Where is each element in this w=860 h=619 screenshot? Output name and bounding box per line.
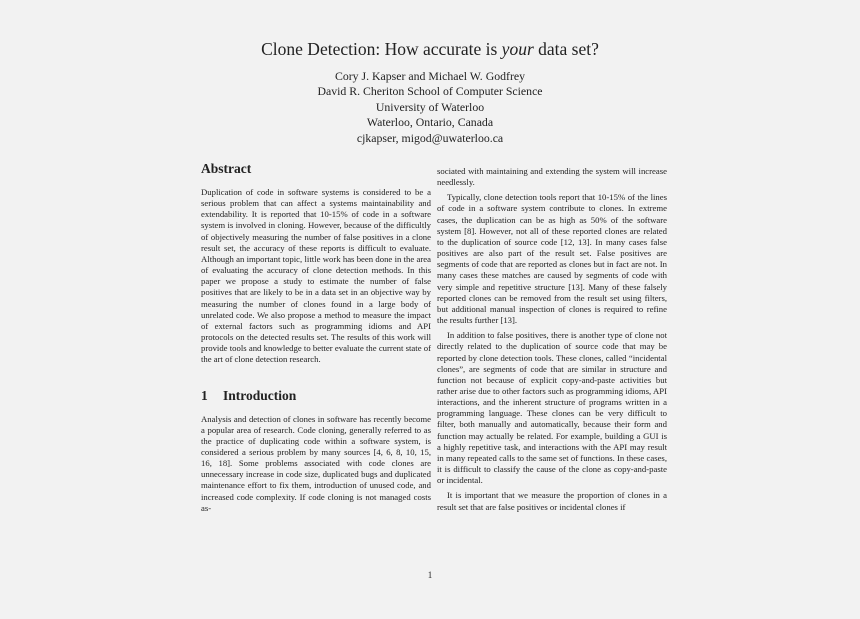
- author-university: University of Waterloo: [375, 99, 485, 114]
- introduction-paragraph-4: It is important that we measure the proportion of clones in a result set that are false positives or incidental clones if: [437, 490, 667, 512]
- introduction-heading: [201, 387, 431, 404]
- title-emphasis: your: [501, 39, 534, 59]
- paragraph-continuation: sociated with maintaining and extending the system will increase needlessly.: [437, 166, 667, 188]
- author-location: Waterloo, Ontario, Canada: [366, 115, 494, 130]
- section-number: 1: [201, 387, 208, 403]
- introduction-paragraph-3: In addition to false positives, there is another type of clone not directly related to the duplication of source code that may be reported by clone detection tools. These clones, called “incidental clones”, are segments of code that are similar in structure and function not because of explicit copy-and-paste activities but rather arise due to other factors such as programming idioms, API interactions, and the inherent structure of programs written in a programming language. These clones can be very difficult to filter, both manually and automatically, because their form and function may actually be related. For example, building a GUI is a highly repetitive task, and interactions with the API may result in many repeated calls to the same set of functions. In these cases, it is difficult to classify the cause of the clone as copy-and-paste or incidental.: [437, 330, 667, 486]
- paper-title: [0, 38, 860, 60]
- abstract-heading: Abstract: [201, 161, 252, 176]
- author-email: cjkapser, migod@uwaterloo.ca: [356, 130, 504, 145]
- abstract-text: Duplication of code in software systems is considered to be a serious problem that can affect a systems maintainability and extendability. It is reported that 10-15% of code in a software system is involved in cloning. However, because of the difficultly of objectively measuring the number of false positives in a clone result set, the accuracy of these reports is difficult to evaluate. Although an important topic, little work has been done in the area of evaluating the accuracy of clone detection methods. In this paper we propose a study to estimate the number of false positives that are likely to be in a data set in an objective way by measuring the number of clones found in a large body of unrelated code. We also propose a method to measure the impact of external factors such as programming idioms and API protocols on the detected results set. The results of this work will provide tools and knowledge to better evaluate the current state of the art of clone detection research.: [201, 187, 431, 365]
- title-text: Clone Detection: How accurate is: [261, 39, 502, 59]
- author-department: David R. Cheriton School of Computer Science: [317, 84, 543, 99]
- page-number: 1: [427, 570, 433, 580]
- introduction-paragraph-1: Analysis and detection of clones in software has recently become a popular area of research. Code cloning, generally referred to as the practice of duplicating code within a software system, is considered a serious problem by many sources [4, 6, 8, 10, 15, 16, 18]. Some problems associated with code clones are unnecessary increase in code size, duplicated bugs and duplicated maintenance effort to fix them, introduction of unused code, and increased code complexity. If code cloning is not managed costs as-: [201, 413, 431, 513]
- author-block: [0, 69, 860, 146]
- title-text-end: data set?: [533, 39, 599, 59]
- left-column: [201, 160, 431, 514]
- introduction-paragraph-2: Typically, clone detection tools report that 10-15% of the lines of code in a software system contribute to clones. In extreme cases, the duplication can be as high as 50% of the software system [8]. However, not all of these reported clones are related to the duplication of source code [12, 13]. In many cases false positives are also part of the result set. False positives are segments of code that are reported as clones but in fact are not. In many cases these matches are caused by segments of code with very simple and repetitive structure [13]. Many of these falsely reported clones can be removed from the result set using filters, but additional manual inspection of clones is required to refine the results further [13].: [437, 192, 667, 326]
- section-title: Introduction: [223, 387, 297, 403]
- author-names: Cory J. Kapser and Michael W. Godfrey: [334, 69, 526, 83]
- right-column: [437, 166, 667, 513]
- section-gap: [201, 366, 431, 387]
